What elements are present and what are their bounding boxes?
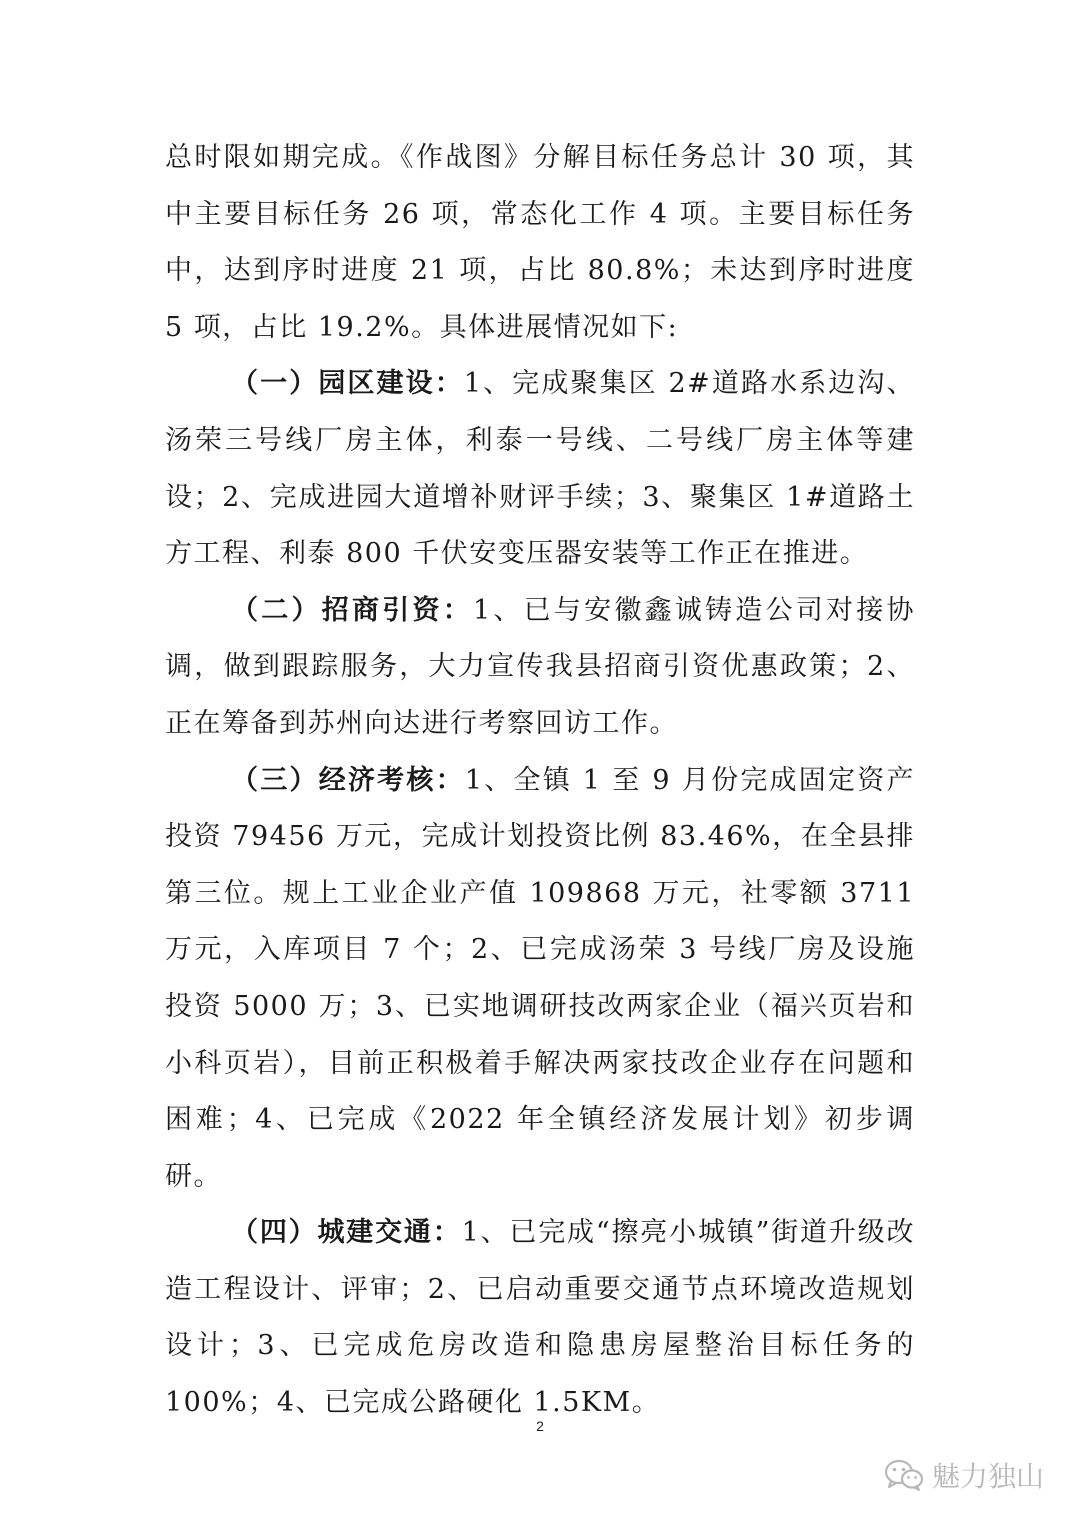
page-number: 2 xyxy=(536,1418,544,1434)
section-park-construction xyxy=(165,356,915,582)
section-body: 1、完成聚集区 2#道路水系边沟、汤荣三号线厂房主体，利泰一号线、二号线厂房主体等建设；2、完成进园大道增补财评手续；3、聚集区 1#道路土方工程、利泰 800 千伏安变压器安装等工作正在推进。 xyxy=(165,368,916,570)
document-page xyxy=(165,130,915,1432)
wechat-icon xyxy=(884,1458,924,1492)
intro-paragraph: 总时限如期完成。《作战图》分解目标任务总计 30 项，其中主要目标任务 26 项，常态化工作 4 项。主要目标任务中，达到序时进度 21 项，占比 80.8%；未达到序时进度 5 项，占比 19.2%。具体进展情况如下: xyxy=(165,142,915,343)
section-heading: （一）园区建设： xyxy=(231,368,464,400)
section-body: 1、已完成“擦亮小城镇”街道升级改造工程设计、评审；2、已启动重要交通节点环境改造规划设计；3、已完成危房改造和隐患房屋整治目标任务的 100%；4、已完成公路硬化 1.5KM。 xyxy=(165,1217,915,1419)
watermark xyxy=(884,1455,1044,1495)
section-urban-transport xyxy=(165,1205,915,1431)
section-economic-assessment xyxy=(165,753,915,1206)
section-investment-attraction xyxy=(165,583,915,753)
section-heading: （四）城建交通： xyxy=(231,1217,462,1249)
section-body: 1、已与安徽鑫诚铸造公司对接协调，做到跟踪服务，大力宣传我县招商引资优惠政策；2、正在筹备到苏州向达进行考察回访工作。 xyxy=(165,594,915,739)
section-heading: （二）招商引资： xyxy=(231,594,473,626)
watermark-text: 魅力独山 xyxy=(931,1460,1044,1493)
section-body: 1、全镇 1 至 9 月份完成固定资产投资 79456 万元，完成计划投资比例 83.46%，在全县排第三位。规上工业企业产值 109868 万元，社零额 3711 万元，入库项目 7 个；2、已完成汤荣 3 号线厂房及设施投资 5000 万；3、已实地调研技改两家企业（福兴页岩和小科页岩），目前正积极着手解决两家技改企业存在问题和困难；4、已完成《2022 年全镇经济发展计划》初步调研。 xyxy=(165,764,915,1192)
section-heading: （三）经济考核： xyxy=(231,764,465,796)
